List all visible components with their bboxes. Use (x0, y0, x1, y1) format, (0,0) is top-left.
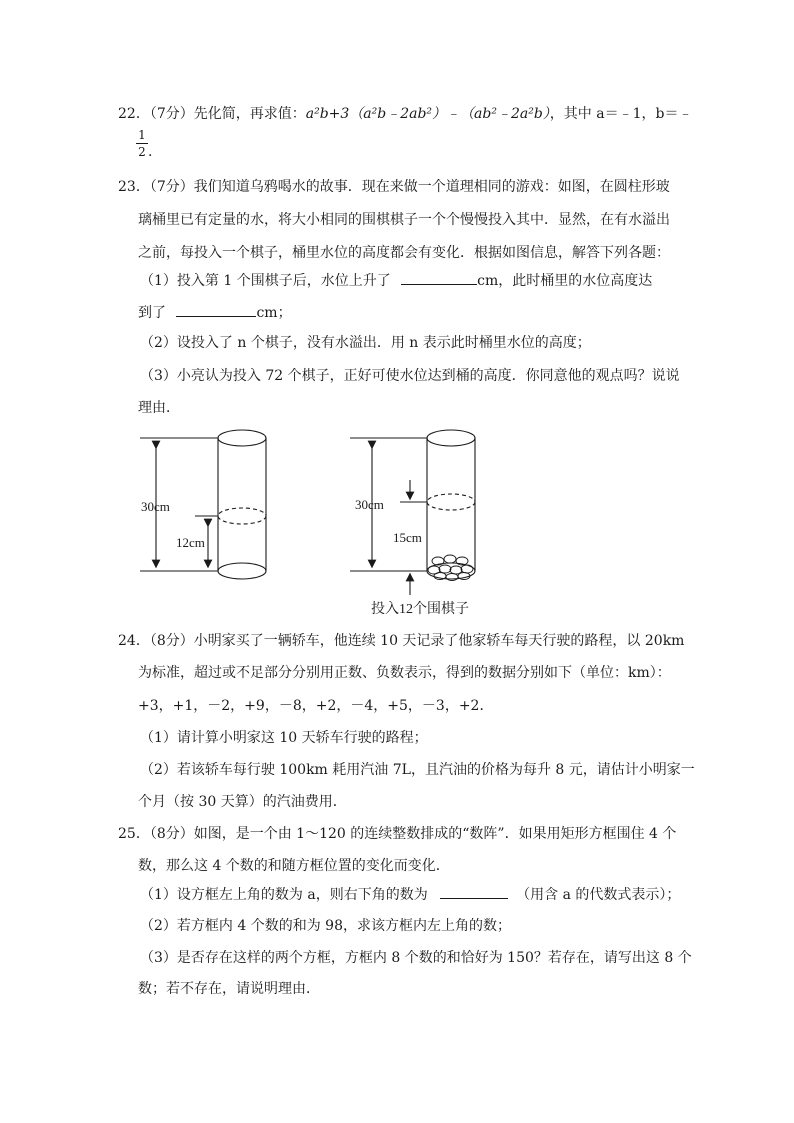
q23-part3-cont: 理由． (138, 400, 180, 416)
q24-line1: 24．（8分）小明家买了一辆轿车，他连续 10 天记录了他家轿车每天行驶的路程，以 20km (118, 633, 685, 649)
q25-part2: （2）若方框内 4 个数的和为 98，求该方框内左上角的数； (140, 918, 511, 934)
answer-blank[interactable] (401, 270, 477, 285)
left-height-label: 30cm (141, 499, 170, 514)
q24-line2: 为标准，超过或不足部分分别用正数、负数表示，得到的数据分别如下（单位：km）： (138, 665, 671, 681)
left-water-label: 12cm (176, 535, 205, 550)
q23-part3: （3）小亮认为投入 72 个棋子，正好可使水位达到桶的高度．你同意他的观点吗？说说 (140, 368, 680, 384)
q22-head: 22．（7分）先化简，再求值： (118, 106, 306, 122)
fraction-denominator: 2 (138, 145, 146, 159)
q23-line2: 璃桶里已有定量的水，将大小相同的围棋棋子一个个慢慢投入其中．显然，在有水溢出 (138, 212, 670, 228)
q25-part3: （3）是否存在这样的两个方框，方框内 8 个数的和恰好为 150？若存在，请写出这 8 个 (140, 950, 692, 966)
q24-part2: （2）若该轿车每行驶 100km 耗用汽油 7L，且汽油的价格为每升 8 元，请估计小明家一 (140, 762, 695, 778)
right-cylinder (350, 430, 475, 595)
q23-part1 (140, 270, 652, 291)
q23-part1-cont-text: 到了 (138, 305, 166, 321)
q23-line3: 之前，每投入一个棋子，桶里水位的高度都会有变化．根据如图信息，解答下列各题： (138, 245, 670, 261)
q22-period: . (148, 144, 153, 160)
q22-tail: ，其中 a＝﹣1，b＝﹣ (549, 106, 693, 122)
right-water-label: 15cm (393, 530, 422, 545)
figure-caption: 投入12个围棋子 (371, 602, 469, 617)
q23-part2: （2）设投入了 n 个棋子，没有水溢出．用 n 表示此时桶里水位的高度； (140, 335, 591, 351)
q24-data: +3，+1，－2，+9，－8，+2，－4，+5，－3，+2． (138, 698, 494, 714)
q23-line1: 23．（7分）我们知道乌鸦喝水的故事．现在来做一个道理相同的游戏：如图，在圆柱形玻 (118, 179, 670, 195)
q25-line1: 25．（8分）如图，是一个由 1～120 的连续整数排成的“数阵”．如果用矩形方框围住 4 个 (118, 826, 677, 842)
q24-part2-cont: 个月（按 30 天算）的汽油费用． (138, 794, 347, 810)
q22-expression: a²b+3（a²b﹣2ab²）﹣（ab²﹣2a²b） (305, 106, 550, 122)
q23-part1-unit: cm，此时桶里的水位高度达 (477, 273, 653, 289)
q22-fraction (136, 128, 148, 159)
q25-part1-tail: （用含 a 的代数式表示）； (516, 887, 681, 903)
fraction-numerator: 1 (138, 128, 146, 142)
right-height-label: 30cm (355, 497, 384, 512)
q25-part1 (140, 884, 680, 905)
q23-part1-cont-unit: cm； (256, 305, 292, 321)
q24-part1: （1）请计算小明家这 10 天轿车行驶的路程； (140, 730, 428, 746)
q25-line2: 数，那么这 4 个数的和随方框位置的变化而变化． (138, 858, 450, 874)
q25-part3-cont: 数；若不存在，请说明理由． (138, 981, 320, 997)
answer-blank[interactable] (440, 884, 508, 899)
answer-blank[interactable] (176, 302, 256, 317)
cylinder-figure (0, 425, 794, 625)
q25-part1-text: （1）设方框左上角的数为 a，则右下角的数为 (140, 887, 428, 903)
q22-line1 (118, 104, 692, 124)
q23-part1-text: （1）投入第 1 个围棋子后，水位上升了 (140, 273, 391, 289)
q23-part1-cont (138, 302, 292, 323)
